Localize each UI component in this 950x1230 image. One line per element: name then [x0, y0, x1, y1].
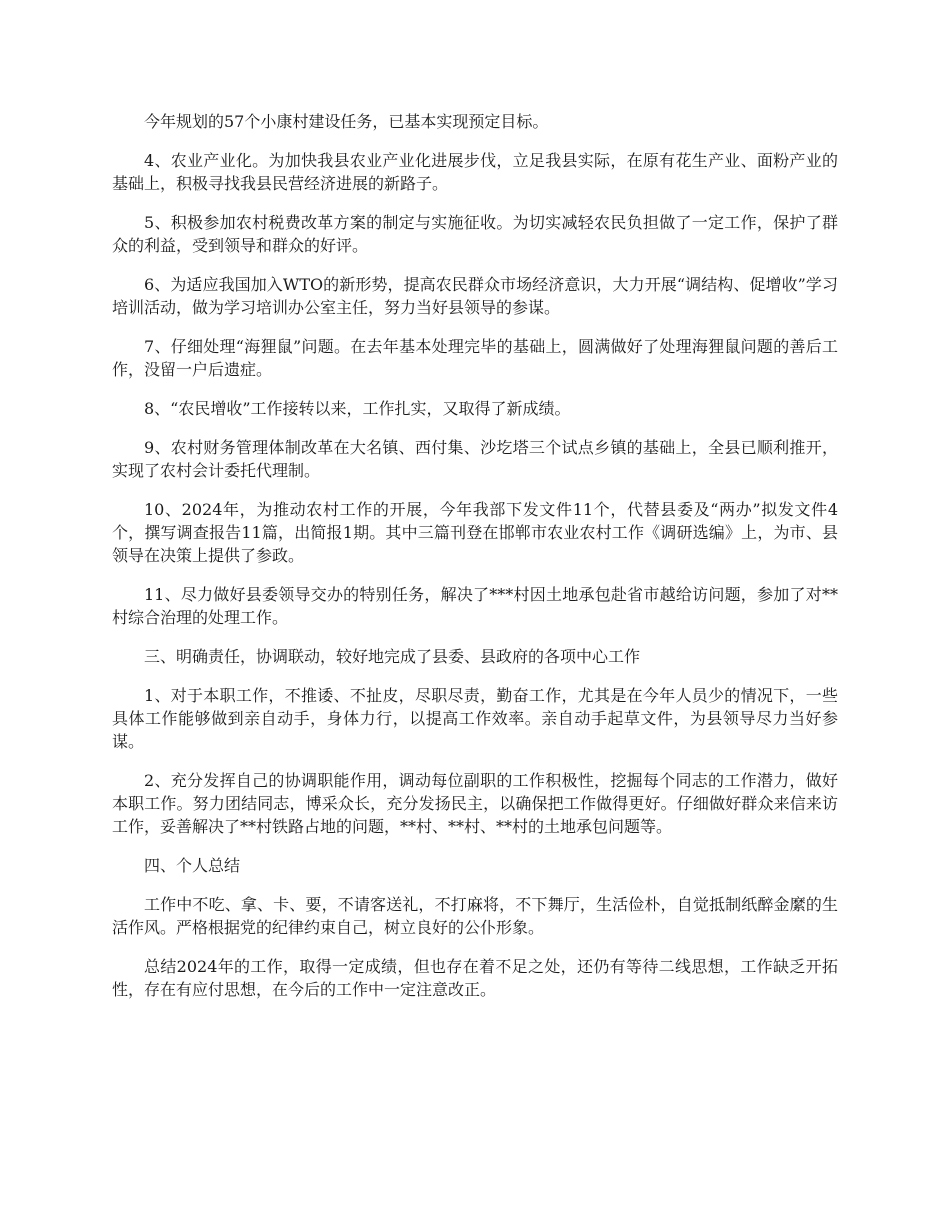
paragraph-4: 6、为适应我国加入WTO的新形势，提高农民群众市场经济意识，大力开展“调结构、促增收”学习培训活动，做为学习培训办公室主任，努力当好县领导的参谋。	[112, 275, 838, 317]
paragraph-2: 4、农业产业化。为加快我县农业产业化进展步伐，立足我县实际，在原有花生产业、面粉产业的基础上，积极寻找我县民营经济进展的新路子。	[112, 151, 838, 193]
paragraph-12: 工作中不吃、拿、卡、要，不请客送礼，不打麻将，不下舞厅，生活俭朴，自觉抵制纸醉金縻的生活作风。严格根据党的纪律约束自己，树立良好的公仆形象。	[112, 895, 838, 937]
paragraph-8: 10、2024年，为推动农村工作的开展，今年我部下发文件11个，代替县委及“两办”拟发文件4个，撰写调查报告11篇，出简报1期。其中三篇刊登在邯郸市农业农村工作《调研选编》上，为市、县领导在决策上提供了参政。	[112, 500, 838, 565]
paragraph-6: 8、“农民增收”工作接转以来，工作扎实，又取得了新成绩。	[144, 399, 571, 418]
section-heading-4: 四、个人总结	[144, 856, 241, 875]
paragraph-11: 2、充分发挥自己的协调职能作用，调动每位副职的工作积极性，挖掘每个同志的工作潜力，做好本职工作。努力团结同志，博采众长，充分发扬民主，以确保把工作做得更好。仔细做好群众来信来访工作，妥善解决了**村铁路占地的问题，**村、**村、**村的土地承包问题等。	[112, 771, 838, 836]
paragraph-9: 11、尽力做好县委领导交办的特别任务，解决了***村因土地承包赴省市越给访问题，参加了对**村综合治理的处理工作。	[112, 585, 838, 627]
paragraph-1: 今年规划的57个小康村建设任务，已基本实现预定目标。	[144, 112, 549, 131]
paragraph-3: 5、积极参加农村税费改革方案的制定与实施征收。为切实减轻农民负担做了一定工作，保护了群众的利益，受到领导和群众的好评。	[112, 213, 838, 255]
section-heading-3: 三、明确责任，协调联动，较好地完成了县委、县政府的各项中心工作	[144, 647, 641, 666]
paragraph-10: 1、对于本职工作，不推诿、不扯皮，尽职尽责，勤奋工作，尤其是在今年人员少的情况下，一些具体工作能够做到亲自动手，身体力行，以提高工作效率。亲自动手起草文件，为县领导尽力当好参谋。	[112, 686, 838, 751]
paragraph-13: 总结2024年的工作，取得一定成绩，但也存在着不足之处，还仍有等待二线思想，工作缺乏开拓性，存在有应付思想，在今后的工作中一定注意改正。	[112, 957, 838, 999]
paragraph-5: 7、仔细处理“海狸鼠”问题。在去年基本处理完毕的基础上，圆满做好了处理海狸鼠问题的善后工作，没留一户后遗症。	[112, 337, 838, 379]
paragraph-7: 9、农村财务管理体制改革在大名镇、西付集、沙圪塔三个试点乡镇的基础上，全县已顺利推开，实现了农村会计委托代理制。	[112, 438, 838, 480]
document-body	[112, 110, 838, 1017]
